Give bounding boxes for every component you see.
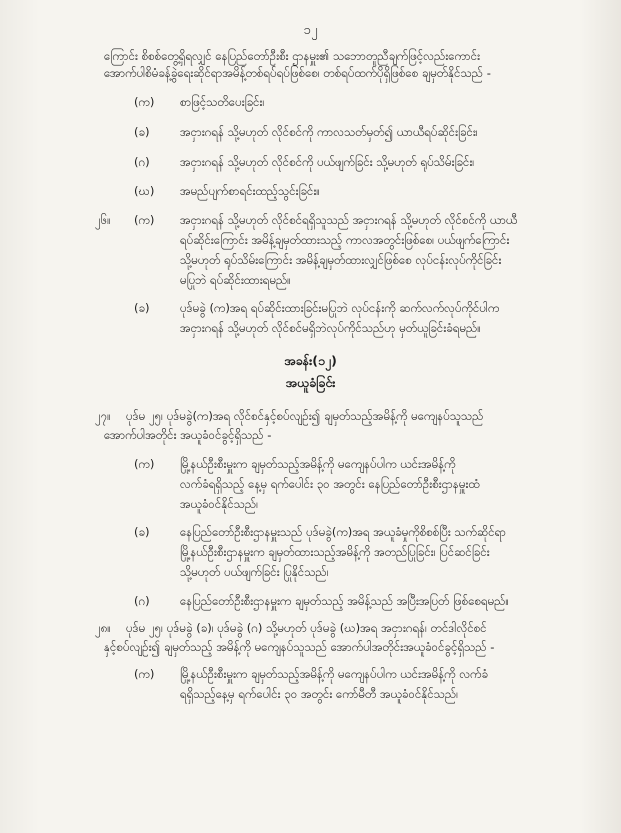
list1-text-d: အမည်ပျက်စာရင်းထည့်သွင်းခြင်း။ — [180, 184, 320, 198]
section-27-line-1: ပုဒ်မ ၂၅၊ ပုဒ်မခွဲ(က)အရ လိုင်စင်နှင့်စပ်လျဉ်း၍ ချမှတ်သည့်အမိန့်ကို မကျေနပ်သူသည် — [126, 409, 484, 423]
section-27-b-line-2: မြို့နယ်ဦးစီးဌာနမှူးက ချမှတ်ထားသည့်အမိန့်ကို အတည်ပြုခြင်း၊ ပြင်ဆင်ခြင်း — [180, 545, 490, 559]
section-27-c-line-1: နေပြည်တော်ဦးစီးဌာနမှူးက ချမှတ်သည့် အမိန့်သည် အပြီးအပြတ် ဖြစ်စေရမည်။ — [180, 594, 510, 608]
intro-line-1: ကြောင်း စိစစ်တွေ့ရှိရလျှင် နေပြည်တော်ဦးစီး ဌာနမှူး၏ သဘောတူညီချက်ဖြင့်လည်းကောင်း — [104, 49, 481, 63]
section-27-number: ၂၇။ — [95, 409, 111, 423]
section-28-line-2: နှင့်စပ်လျဉ်း၍ ချမှတ်သည့် အမိန့်ကို မကျေနပ်သူသည် အောက်ပါအတိုင်းအယူခံဝင်ခွင့်ရှိသည် - — [104, 640, 495, 654]
section-27-mark-b: (ခ) — [134, 525, 150, 539]
section-26-a-line-2: ရပ်ဆိုင်းကြောင်း အမိန့်ချမှတ်ထားသည့် ကာလအတွင်းဖြစ်စေ၊ ပယ်ဖျက်ကြောင်း — [180, 233, 510, 247]
section-26-a-line-3: သို့မဟုတ် ရုပ်သိမ်းကြောင်း အမိန့်ချမှတ်ထားလျှင်ဖြစ်စေ လုပ်ငန်းလုပ်ကိုင်ခြင်း — [180, 253, 502, 267]
section-27-b-line-1: နေပြည်တော်ဦးစီးဌာနမှူးသည် ပုဒ်မခွဲ(က)အရ အယူခံမှုကိုစိစစ်ပြီး သက်ဆိုင်ရာ — [180, 525, 507, 539]
chapter-title: အခန်း(၁၂) — [284, 353, 337, 368]
page-number: ၁၂ — [303, 23, 318, 38]
section-27-a-line-1: မြို့နယ်ဦးစီးမှူးက ချမှတ်သည့်အမိန့်ကို မကျေနပ်ပါက ယင်းအမိန့်ကို — [180, 457, 456, 471]
section-27-b-line-3: သို့မဟုတ် ပယ်ဖျက်ခြင်း ပြုနိုင်သည်၊ — [180, 565, 329, 579]
list1-mark-c: (ဂ) — [134, 155, 150, 169]
section-28-a-line-1: မြို့နယ်ဦးစီးမှူးက ချမှတ်သည့်အမိန့်ကို မကျေနပ်ပါက ယင်းအမိန့်ကို လက်ခံ — [180, 667, 489, 681]
section-27-line-2: အောက်ပါအတိုင်း အယူခံဝင်ခွင့်ရှိသည် - — [104, 428, 272, 442]
section-26-a-line-4: မပြုဘဲ ရပ်ဆိုင်းထားရမည်။ — [180, 273, 291, 287]
section-27-a-line-2: လက်ခံရရှိသည့် နေ့မှ ရက်ပေါင်း ၃၀ အတွင်း နေပြည်တော်ဦးစီးဌာနမှူးထံ — [180, 477, 480, 491]
section-28-number: ၂၈။ — [95, 621, 111, 635]
section-26-mark-a: (က) — [134, 213, 155, 227]
list1-text-c: အငှားဂရန် သို့မဟုတ် လိုင်စင်ကို ပယ်ဖျက်ခြင်း သို့မဟုတ် ရုပ်သိမ်းခြင်း၊ — [180, 155, 475, 169]
section-27-mark-c: (ဂ) — [134, 594, 150, 608]
list1-mark-b: (ခ) — [134, 125, 150, 139]
list1-text-b: အငှားဂရန် သို့မဟုတ် လိုင်စင်ကို ကာလသတ်မှတ်၍ ယာယီရပ်ဆိုင်းခြင်း၊ — [180, 125, 478, 139]
section-26-mark-b: (ခ) — [134, 301, 150, 315]
section-28-a-line-2: ရရှိသည့်နေ့မှ ရက်ပေါင်း ၃၀ အတွင်း ကော်မီတီ အယူခံဝင်နိုင်သည်၊ — [180, 687, 459, 701]
section-26-b-line-1: ပုဒ်မခွဲ (က)အရ ရပ်ဆိုင်းထားခြင်းမပြုဘဲ လုပ်ငန်းကို ဆက်လက်လုပ်ကိုင်ပါက — [180, 301, 500, 315]
list1-mark-a: (က) — [134, 95, 155, 109]
section-27-mark-a: (က) — [134, 457, 155, 471]
section-27-a-line-3: အယူခံဝင်နိုင်သည်၊ — [180, 497, 259, 511]
section-26-b-line-2: အငှားဂရန် သို့မဟုတ် လိုင်စင်မရှိဘဲလုပ်ကိုင်သည်ဟု မှတ်ယူခြင်းခံရမည်။ — [180, 321, 481, 335]
chapter-subtitle: အယူခံခြင်း — [285, 375, 336, 390]
list1-mark-d: (ဃ) — [134, 184, 155, 198]
list1-text-a: စာဖြင့်သတိပေးခြင်း၊ — [180, 95, 265, 109]
section-28-mark-a: (က) — [134, 667, 155, 681]
section-26-number: ၂၆။ — [95, 213, 111, 227]
section-26-a-line-1: အငှားဂရန် သို့မဟုတ် လိုင်စင်ရရှိသူသည် အငှားဂရန် သို့မဟုတ် လိုင်စင်ကို ယာယီ — [180, 213, 518, 227]
section-28-line-1: ပုဒ်မ ၂၅၊ ပုဒ်မခွဲ (ခ)၊ ပုဒ်မခွဲ (ဂ) သို့မဟုတ် ပုဒ်မခွဲ (ဃ)အရ အငှားဂရန်၊ တင်ဒါလိုင်စင် — [126, 621, 487, 635]
intro-line-2: အောက်ပါစိမံခန့်ခွဲရေးဆိုင်ရာအမိန့်တစ်ရပ်ရပ်ဖြစ်စေ၊ တစ်ရပ်ထက်ပိုရှိဖြစ်စေ ချမှတ်နိုင်သည် - — [104, 66, 491, 80]
